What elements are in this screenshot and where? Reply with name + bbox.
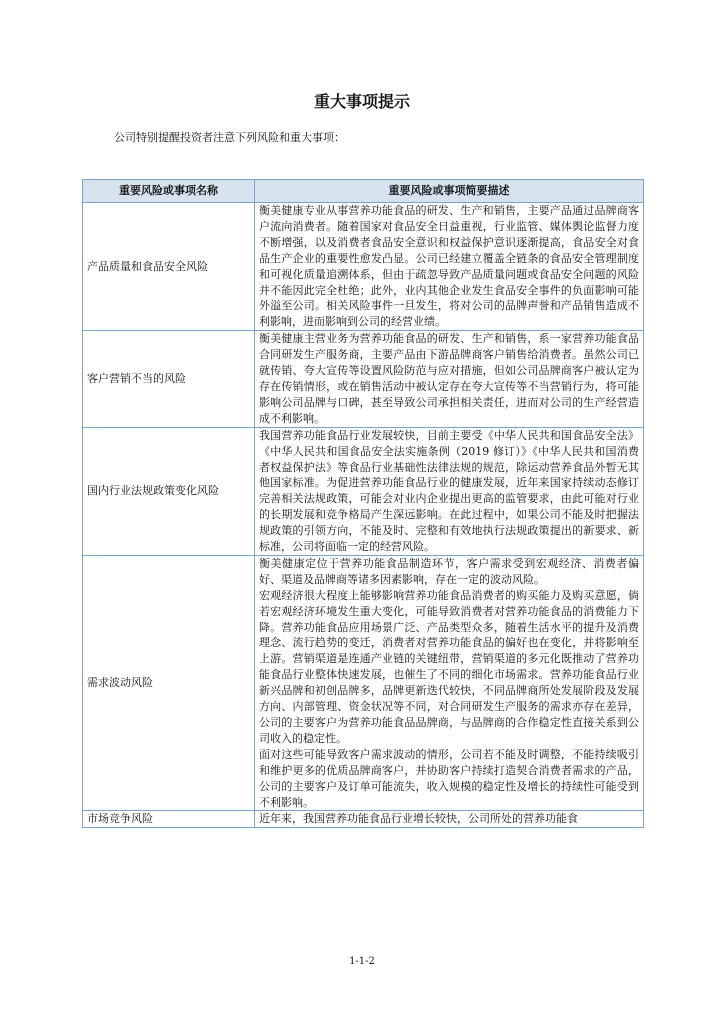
page-title: 重大事项提示: [313, 92, 410, 111]
risk-name: 需求波动风险: [83, 555, 255, 811]
column-header-description: 重要风险或事项简要描述: [255, 180, 644, 203]
risk-name: 市场竞争风险: [83, 811, 255, 828]
description-paragraph: 衡美健康定位于营养功能食品制造环节，客户需求受到宏观经济、消费者偏好、渠道及品牌商等诸多因素影响，存在一定的波动风险。: [259, 556, 639, 586]
risk-description: [255, 811, 644, 828]
intro-text: 公司特别提醒投资者注意下列风险和重大事项：: [114, 131, 345, 144]
page-number: 1-1-2: [349, 956, 375, 967]
risk-description: [255, 203, 644, 331]
risk-name: 客户营销不当的风险: [83, 331, 255, 427]
risk-description: [255, 427, 644, 555]
risk-description: [255, 331, 644, 427]
description-paragraph: 面对这些可能导致客户需求波动的情形，公司若不能及时调整，不能持续吸引和维护更多的优质品牌商客户，并协助客户持续打造契合消费者需求的产品，公司的主要客户及订单可能流失，收入规模的稳定性及增长的持续性可能受到不利影响。: [259, 747, 639, 809]
description-paragraph: 我国营养功能食品行业发展较快，目前主要受《中华人民共和国食品安全法》《中华人民共和国食品安全法实施条例（2019 修订）》《中华人民共和国消费者权益保护法》等食品行业基础性法律法规的规范，除运动营养食品外暂无其他国家标准。为促进营养功能食品行业的健康发展，近年来国家持续动态修订完善相关法规政策，可能会对业内企业提出更高的监管要求，由此可能对行业的长期发展和竞争格局产生深远影响。在此过程中，如果公司不能及时把握法规政策的引领方向，不能及时、完整和有效地执行法规政策提出的新要求、新标准，公司将面临一定的经营风险。: [259, 428, 639, 554]
table-header-row: [83, 180, 644, 203]
table-row: [83, 203, 644, 331]
risk-description: [255, 555, 644, 811]
description-paragraph: 宏观经济很大程度上能够影响营养功能食品消费者的购买能力及购买意愿，倘若宏观经济环境发生重大变化，可能导致消费者对营养功能食品的消费能力下降。营养功能食品应用场景广泛、产品类型众多，随着生活水平的提升及消费理念、流行趋势的变迁，消费者对营养功能食品的偏好也在变化，并将影响至上游。营销渠道是连通产业链的关键纽带，营销渠道的多元化既推动了营养功能食品行业整体快速发展，也催生了不同的细化市场需求。营养功能食品行业新兴品牌和初创品牌多，品牌更新迭代较快，不同品牌商所处发展阶段及发展方向、内部管理、资金状况等不同，对合同研发生产服务的需求亦存在差异，公司的主要客户为营养功能食品品牌商，与品牌商的合作稳定性直接关系到公司收入的稳定性。: [259, 588, 639, 745]
table-row: [83, 331, 644, 427]
description-paragraph: 衡美健康专业从事营养功能食品的研发、生产和销售，主要产品通过品牌商客户流向消费者。随着国家对食品安全日益重视，行业监管、媒体舆论监督力度不断增强，以及消费者食品安全意识和权益保护意识逐渐提高，食品安全对食品生产企业的重要性愈发凸显。公司已经建立覆盖全链条的食品安全管理制度和可视化质量追溯体系，但由于疏忽导致产品质量问题或食品安全问题的风险并不能因此完全杜绝；此外，业内其他企业发生食品安全事件的负面影响可能外溢至公司。相关风险事件一旦发生，将对公司的品牌声誉和产品销售造成不利影响，进而影响到公司的经营业绩。: [259, 204, 639, 329]
description-paragraph: 衡美健康主营业务为营养功能食品的研发、生产和销售，系一家营养功能食品合同研发生产服务商，主要产品由下游品牌商客户销售给消费者。虽然公司已就传销、夸大宣传等设置风险防范与应对措施，但如公司品牌商客户被认定为存在传销情形，或在销售活动中被认定存在夸大宣传等不当营销行为，将可能影响公司品牌与口碑，甚至导致公司承担相关责任，进而对公司的生产经营造成不利影响。: [259, 332, 639, 425]
table-row: [83, 427, 644, 555]
table-row: [83, 555, 644, 811]
risk-table: [82, 179, 644, 828]
column-header-name: 重要风险或事项名称: [83, 180, 255, 203]
table-row: [83, 811, 644, 828]
description-paragraph: 近年来，我国营养功能食品行业增长较快，公司所处的营养功能食: [259, 812, 578, 826]
risk-name: 国内行业法规政策变化风险: [83, 427, 255, 555]
risk-name: 产品质量和食品安全风险: [83, 203, 255, 331]
